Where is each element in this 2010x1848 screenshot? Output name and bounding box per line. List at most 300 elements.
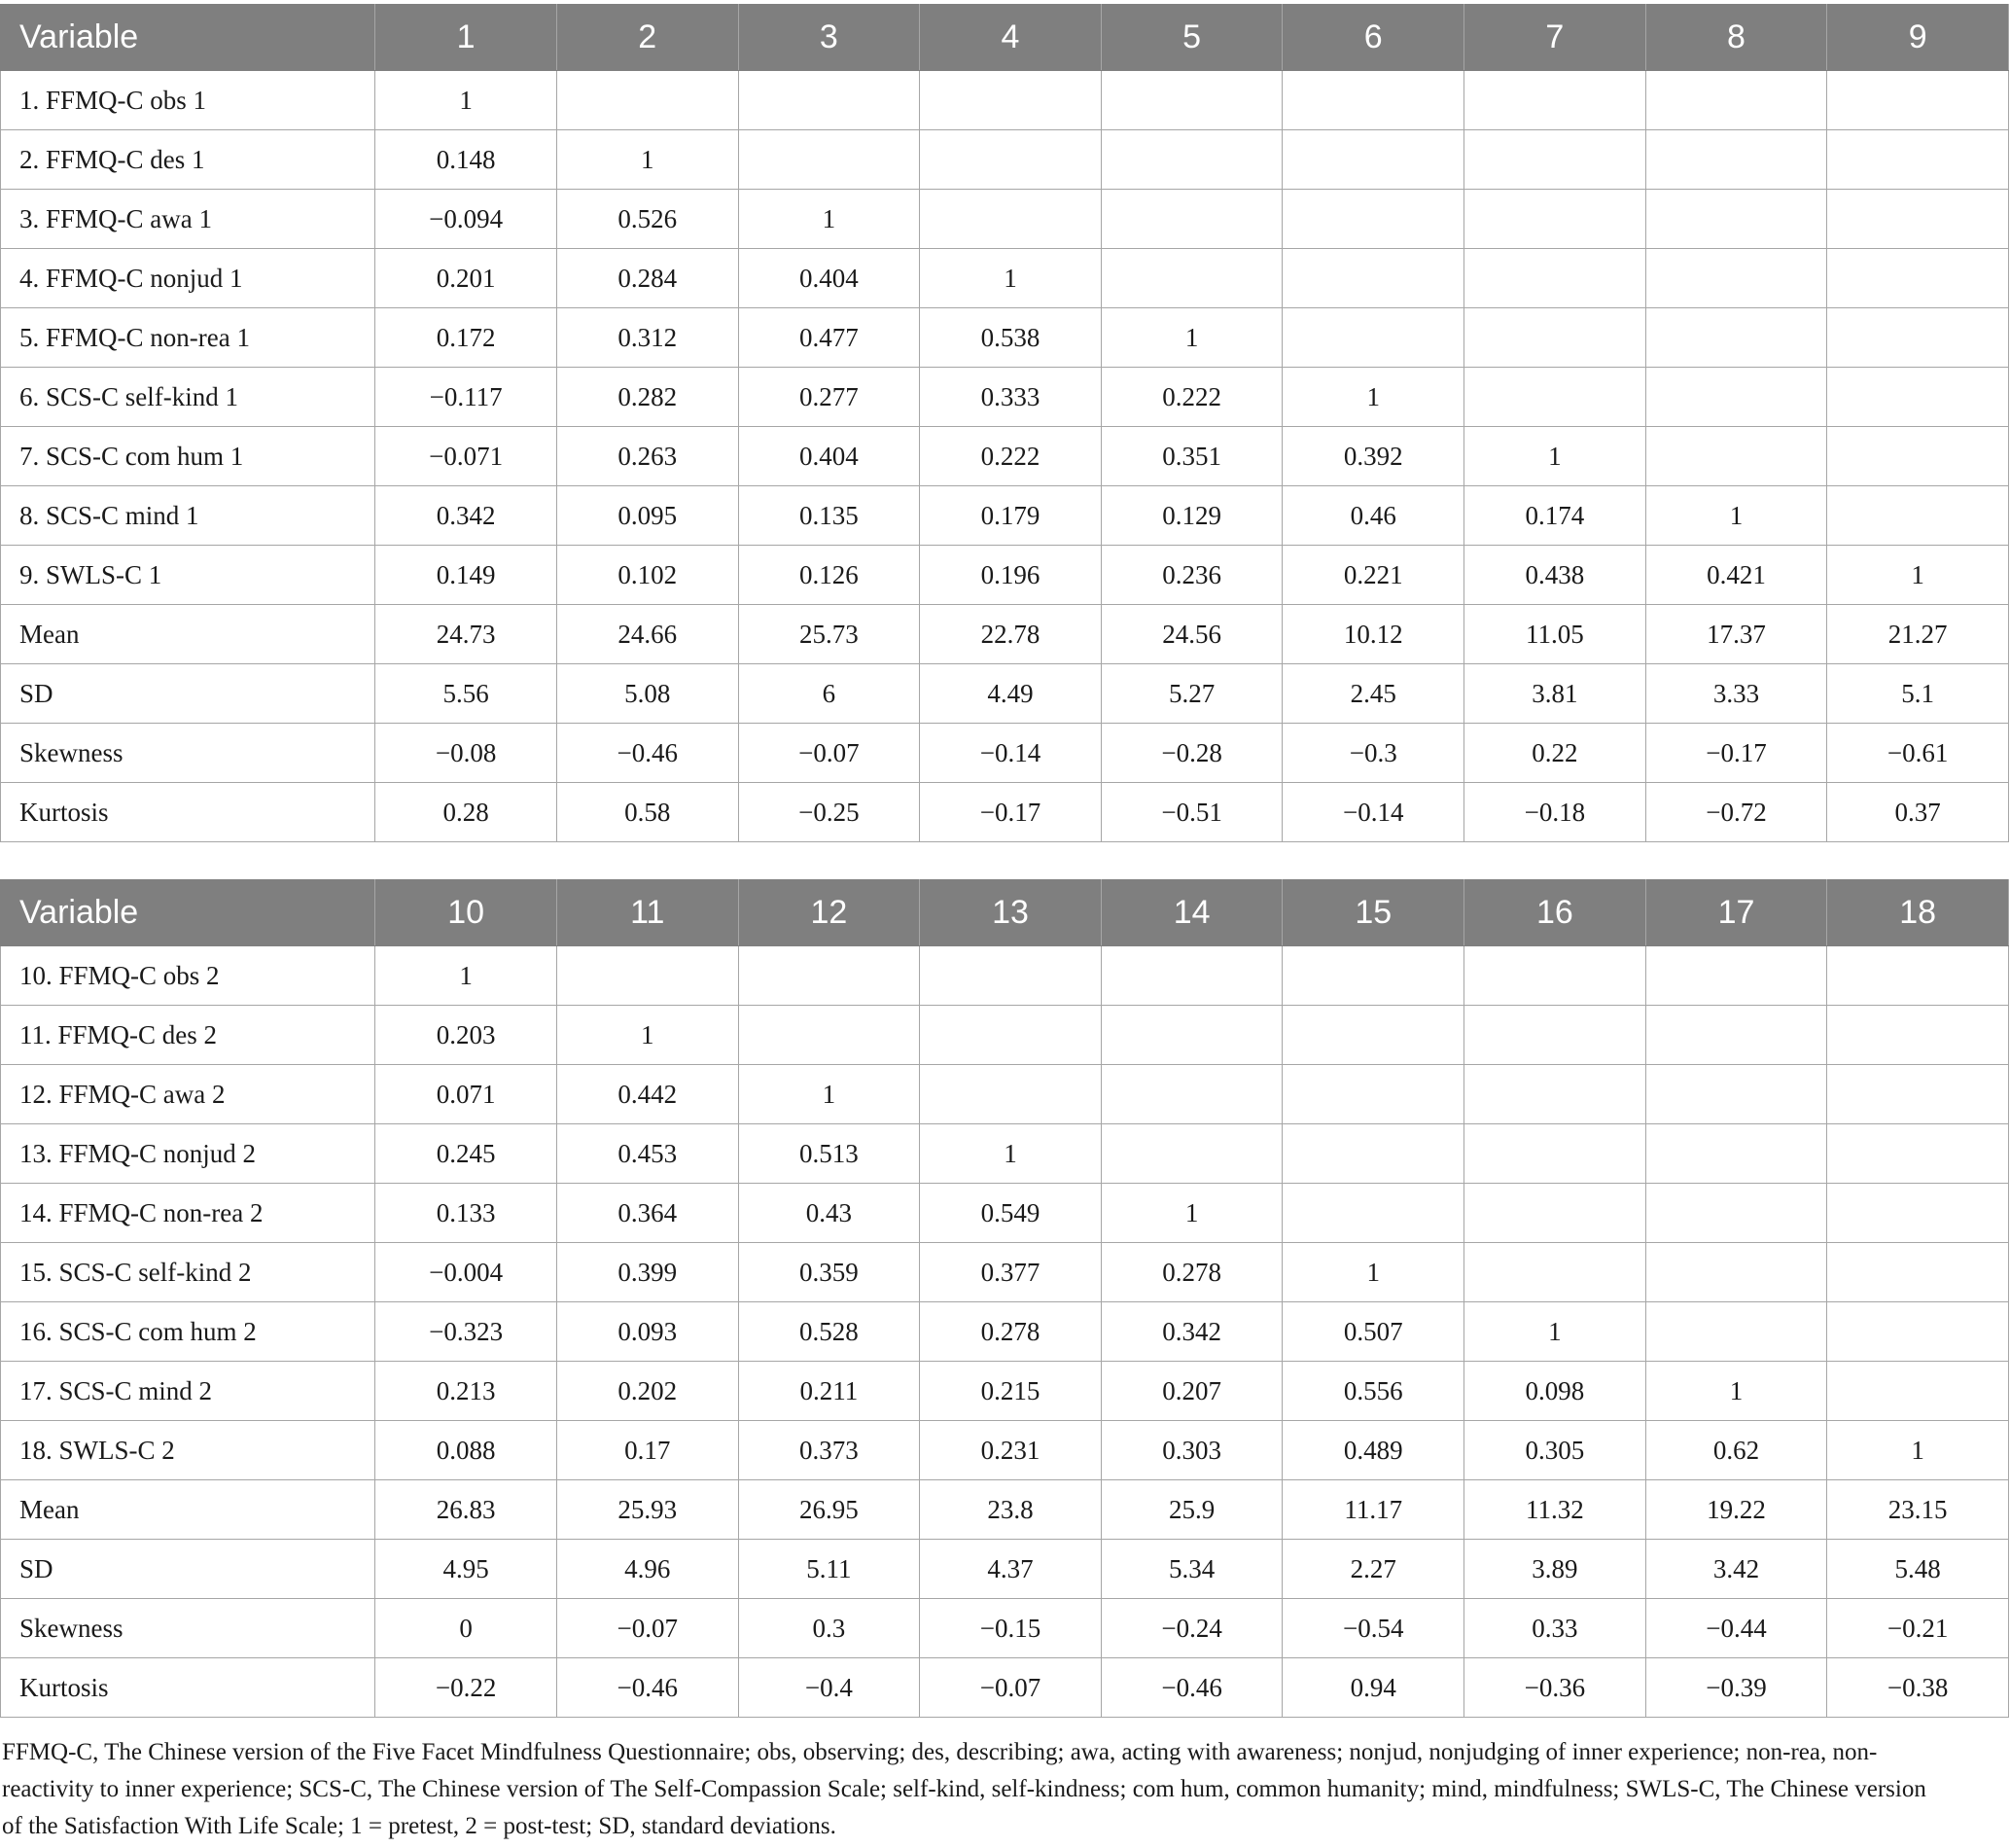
table-cell (1464, 249, 1646, 308)
table-cell (1101, 190, 1283, 249)
header-row (1, 880, 2009, 946)
table-row (1, 1599, 2009, 1658)
table-cell: 0.58 (556, 783, 738, 842)
table-cell: −0.51 (1101, 783, 1283, 842)
row-label: 18. SWLS-C 2 (1, 1421, 375, 1480)
header-cell: 12 (738, 880, 920, 946)
table-cell: 0.102 (556, 546, 738, 605)
table-cell (738, 71, 920, 130)
table-cell: 0.538 (920, 308, 1102, 368)
table-cell: 1 (1283, 368, 1464, 427)
table-cell: 0.093 (556, 1302, 738, 1362)
table-cell: 0.377 (920, 1243, 1102, 1302)
table-cell: −0.25 (738, 783, 920, 842)
table-row (1, 1184, 2009, 1243)
table-cell (1464, 368, 1646, 427)
table-cell: 5.11 (738, 1540, 920, 1599)
table-cell: 0.28 (375, 783, 557, 842)
table-cell (1101, 1006, 1283, 1065)
row-label: 11. FFMQ-C des 2 (1, 1006, 375, 1065)
header-cell: 11 (556, 880, 738, 946)
table-cell: 0.211 (738, 1362, 920, 1421)
table-cell: 1 (1827, 1421, 2009, 1480)
table-header (1, 880, 2009, 946)
header-cell: 9 (1827, 5, 2009, 71)
table-cell: 0.404 (738, 427, 920, 486)
table-cell: 5.27 (1101, 664, 1283, 724)
table-cell (1283, 1006, 1464, 1065)
table-cell: 0.442 (556, 1065, 738, 1124)
table-cell: 0.17 (556, 1421, 738, 1480)
table-row (1, 1658, 2009, 1718)
table-cell: 0.088 (375, 1421, 557, 1480)
table-cell: 0.359 (738, 1243, 920, 1302)
table-cell: 0.095 (556, 486, 738, 546)
table-cell (556, 946, 738, 1006)
table-cell: −0.72 (1645, 783, 1827, 842)
row-label: 4. FFMQ-C nonjud 1 (1, 249, 375, 308)
table-cell (1827, 1006, 2009, 1065)
table-cell: −0.46 (556, 1658, 738, 1718)
table-row (1, 190, 2009, 249)
table-cell (738, 130, 920, 190)
table-cell (1645, 1243, 1827, 1302)
table-cell: −0.14 (920, 724, 1102, 783)
header-cell: 16 (1464, 880, 1646, 946)
table-row (1, 546, 2009, 605)
table-cell: 0.213 (375, 1362, 557, 1421)
table-cell (738, 1006, 920, 1065)
table-cell: 0.263 (556, 427, 738, 486)
table-row (1, 946, 2009, 1006)
table-cell: 0.549 (920, 1184, 1102, 1243)
table-cell: 0.37 (1827, 783, 2009, 842)
table-cell: 0.489 (1283, 1421, 1464, 1480)
table-cell: 5.34 (1101, 1540, 1283, 1599)
header-cell: 6 (1283, 5, 1464, 71)
row-label: 14. FFMQ-C non-rea 2 (1, 1184, 375, 1243)
table-cell (1464, 190, 1646, 249)
table-cell: −0.17 (920, 783, 1102, 842)
table-cell: −0.15 (920, 1599, 1102, 1658)
table-cell (1645, 1065, 1827, 1124)
table-cell (1283, 1184, 1464, 1243)
table-cell (1827, 486, 2009, 546)
table-cell: 3.89 (1464, 1540, 1646, 1599)
table-cell: 4.95 (375, 1540, 557, 1599)
row-label: 17. SCS-C mind 2 (1, 1362, 375, 1421)
table-cell: 5.48 (1827, 1540, 2009, 1599)
table-cell: 23.8 (920, 1480, 1102, 1540)
table-row (1, 486, 2009, 546)
table-cell: 0.278 (1101, 1243, 1283, 1302)
table-cell (1464, 71, 1646, 130)
table-cell: 1 (1101, 308, 1283, 368)
table-cell: −0.07 (556, 1599, 738, 1658)
table-cell (920, 190, 1102, 249)
row-label: 10. FFMQ-C obs 2 (1, 946, 375, 1006)
table-cell: 3.81 (1464, 664, 1646, 724)
table-cell: 1 (556, 1006, 738, 1065)
table-cell: 0.392 (1283, 427, 1464, 486)
table-cell: 11.32 (1464, 1480, 1646, 1540)
table-cell: 23.15 (1827, 1480, 2009, 1540)
table-cell: −0.117 (375, 368, 557, 427)
table-cell: −0.24 (1101, 1599, 1283, 1658)
table-cell: 1 (375, 946, 557, 1006)
table-cell: 0.351 (1101, 427, 1283, 486)
table-cell (1645, 946, 1827, 1006)
table-cell: 0.556 (1283, 1362, 1464, 1421)
table-cell: 0.33 (1464, 1599, 1646, 1658)
row-label: Skewness (1, 724, 375, 783)
table-cell: 0.098 (1464, 1362, 1646, 1421)
table-cell (1283, 249, 1464, 308)
table-cell: 0.222 (1101, 368, 1283, 427)
table-row (1, 1243, 2009, 1302)
table-cell: 0.201 (375, 249, 557, 308)
table-cell: 4.96 (556, 1540, 738, 1599)
table-cell: 0.342 (1101, 1302, 1283, 1362)
correlation-table-pretest (0, 4, 2009, 842)
table-cell (1464, 1243, 1646, 1302)
table-row (1, 368, 2009, 427)
table-cell (920, 1006, 1102, 1065)
table-row (1, 249, 2009, 308)
table-cell: 5.1 (1827, 664, 2009, 724)
table-cell: 0.399 (556, 1243, 738, 1302)
table-cell: −0.46 (1101, 1658, 1283, 1718)
table-row (1, 1362, 2009, 1421)
table-cell: 1 (1645, 1362, 1827, 1421)
table-cell (1645, 1124, 1827, 1184)
table-cell (738, 946, 920, 1006)
table-cell: 0.303 (1101, 1421, 1283, 1480)
table-cell: 0 (375, 1599, 557, 1658)
header-cell: 1 (375, 5, 557, 71)
table-cell (1283, 946, 1464, 1006)
table-row (1, 605, 2009, 664)
table-row (1, 1124, 2009, 1184)
table-cell: 0.342 (375, 486, 557, 546)
table-cell: −0.08 (375, 724, 557, 783)
header-cell: Variable (1, 880, 375, 946)
table-cell (1827, 130, 2009, 190)
table-cell: −0.17 (1645, 724, 1827, 783)
row-label: Mean (1, 1480, 375, 1540)
header-cell: 5 (1101, 5, 1283, 71)
table-cell: 0.231 (920, 1421, 1102, 1480)
table-row (1, 1421, 2009, 1480)
table-row (1, 1540, 2009, 1599)
row-label: 7. SCS-C com hum 1 (1, 427, 375, 486)
table-cell (1101, 71, 1283, 130)
table-body (1, 71, 2009, 842)
table-cell: 0.148 (375, 130, 557, 190)
table-cell (1101, 130, 1283, 190)
table-cell (1464, 946, 1646, 1006)
header-cell: Variable (1, 5, 375, 71)
header-cell: 17 (1645, 880, 1827, 946)
table-cell (1645, 130, 1827, 190)
table-cell: 6 (738, 664, 920, 724)
table-cell (1827, 1243, 2009, 1302)
table-cell (1645, 368, 1827, 427)
table-cell: 0.277 (738, 368, 920, 427)
table-cell: −0.28 (1101, 724, 1283, 783)
table-cell: −0.07 (738, 724, 920, 783)
table-cell (1645, 190, 1827, 249)
header-cell: 3 (738, 5, 920, 71)
table-cell (1645, 427, 1827, 486)
table-cell: 1 (1827, 546, 2009, 605)
table-cell: 0.071 (375, 1065, 557, 1124)
table-cell (1827, 1124, 2009, 1184)
table-cell: −0.004 (375, 1243, 557, 1302)
header-cell: 4 (920, 5, 1102, 71)
table-cell: −0.38 (1827, 1658, 2009, 1718)
table-cell: −0.323 (375, 1302, 557, 1362)
table-cell (1283, 308, 1464, 368)
table-cell (1827, 308, 2009, 368)
table-cell: 0.94 (1283, 1658, 1464, 1718)
table-cell: 2.27 (1283, 1540, 1464, 1599)
table-cell (1827, 1065, 2009, 1124)
table-cell: −0.44 (1645, 1599, 1827, 1658)
table-cell: −0.36 (1464, 1658, 1646, 1718)
table-cell (1827, 946, 2009, 1006)
table-cell: 0.282 (556, 368, 738, 427)
header-cell: 13 (920, 880, 1102, 946)
table-cell (1645, 1302, 1827, 1362)
table-cell (920, 130, 1102, 190)
table-cell (920, 946, 1102, 1006)
table-cell: 2.45 (1283, 664, 1464, 724)
table-cell (1464, 1124, 1646, 1184)
header-cell: 7 (1464, 5, 1646, 71)
row-label: 16. SCS-C com hum 2 (1, 1302, 375, 1362)
table-cell: −0.61 (1827, 724, 2009, 783)
table-cell: −0.094 (375, 190, 557, 249)
table-cell: 0.202 (556, 1362, 738, 1421)
table-cell: 1 (375, 71, 557, 130)
header-row (1, 5, 2009, 71)
table-cell (1645, 1006, 1827, 1065)
table-row (1, 1302, 2009, 1362)
table-cell: 0.421 (1645, 546, 1827, 605)
table-cell: −0.39 (1645, 1658, 1827, 1718)
row-label: 15. SCS-C self-kind 2 (1, 1243, 375, 1302)
table-cell: 0.333 (920, 368, 1102, 427)
table-cell (1464, 130, 1646, 190)
row-label: SD (1, 1540, 375, 1599)
table-cell (1645, 1184, 1827, 1243)
table-row (1, 664, 2009, 724)
header-cell: 18 (1827, 880, 2009, 946)
table-cell: 0.43 (738, 1184, 920, 1243)
table-cell: −0.22 (375, 1658, 557, 1718)
table-cell: 19.22 (1645, 1480, 1827, 1540)
row-label: 8. SCS-C mind 1 (1, 486, 375, 546)
table-cell: 4.37 (920, 1540, 1102, 1599)
table-cell (1101, 1065, 1283, 1124)
table-cell: 0.222 (920, 427, 1102, 486)
table-cell: 0.305 (1464, 1421, 1646, 1480)
table-cell (1827, 427, 2009, 486)
table-cell: 1 (1464, 427, 1646, 486)
row-label: Mean (1, 605, 375, 664)
table-cell (1464, 1184, 1646, 1243)
table-cell (1827, 1184, 2009, 1243)
table-cell: 0.453 (556, 1124, 738, 1184)
table-cell (1827, 1302, 2009, 1362)
table-cell: 1 (738, 1065, 920, 1124)
row-label: Kurtosis (1, 1658, 375, 1718)
table-cell: 0.526 (556, 190, 738, 249)
table-row (1, 308, 2009, 368)
row-label: Skewness (1, 1599, 375, 1658)
table-cell: −0.14 (1283, 783, 1464, 842)
table-cell: 22.78 (920, 605, 1102, 664)
header-cell: 14 (1101, 880, 1283, 946)
table-cell: 0.196 (920, 546, 1102, 605)
table-cell (1827, 71, 2009, 130)
table-cell: 1 (1283, 1243, 1464, 1302)
table-cell (1283, 1124, 1464, 1184)
table-cell: 0.507 (1283, 1302, 1464, 1362)
table-cell (1101, 946, 1283, 1006)
table-cell: 11.17 (1283, 1480, 1464, 1540)
table-cell: 0.46 (1283, 486, 1464, 546)
row-label: 9. SWLS-C 1 (1, 546, 375, 605)
table-cell: 4.49 (920, 664, 1102, 724)
table-cell: 26.83 (375, 1480, 557, 1540)
table-cell: −0.54 (1283, 1599, 1464, 1658)
row-label: 6. SCS-C self-kind 1 (1, 368, 375, 427)
row-label: 1. FFMQ-C obs 1 (1, 71, 375, 130)
table-cell: 10.12 (1283, 605, 1464, 664)
table-cell: 0.364 (556, 1184, 738, 1243)
table-cell (1645, 249, 1827, 308)
table-cell: 0.135 (738, 486, 920, 546)
row-label: Kurtosis (1, 783, 375, 842)
header-cell: 15 (1283, 880, 1464, 946)
table-cell: 0.373 (738, 1421, 920, 1480)
table-cell (1283, 130, 1464, 190)
table-cell: 0.513 (738, 1124, 920, 1184)
table-cell (556, 71, 738, 130)
table-cell (1464, 308, 1646, 368)
table-cell: 25.73 (738, 605, 920, 664)
table-cell: −0.4 (738, 1658, 920, 1718)
table-cell: 0.133 (375, 1184, 557, 1243)
table-cell: 0.221 (1283, 546, 1464, 605)
table-cell (920, 71, 1102, 130)
table-row (1, 783, 2009, 842)
table-cell: 5.08 (556, 664, 738, 724)
table-cell: 0.477 (738, 308, 920, 368)
table-cell (1283, 71, 1464, 130)
table-cell: 5.56 (375, 664, 557, 724)
table-cell (1101, 1124, 1283, 1184)
table-cell: 0.215 (920, 1362, 1102, 1421)
row-label: 5. FFMQ-C non-rea 1 (1, 308, 375, 368)
header-cell: 10 (375, 880, 557, 946)
table-cell: 0.278 (920, 1302, 1102, 1362)
row-label: 2. FFMQ-C des 1 (1, 130, 375, 190)
table-cell (1645, 308, 1827, 368)
table-cell: −0.07 (920, 1658, 1102, 1718)
table-cell (920, 1065, 1102, 1124)
table-cell: 26.95 (738, 1480, 920, 1540)
table-cell: 0.312 (556, 308, 738, 368)
table-cell: 3.42 (1645, 1540, 1827, 1599)
table-cell (1827, 1362, 2009, 1421)
table-cell: −0.3 (1283, 724, 1464, 783)
table-cell: 24.56 (1101, 605, 1283, 664)
correlation-table-posttest (0, 879, 2009, 1718)
table-cell (1827, 190, 2009, 249)
table-row (1, 1480, 2009, 1540)
table-cell: 1 (1101, 1184, 1283, 1243)
row-label: SD (1, 664, 375, 724)
table-cell: 17.37 (1645, 605, 1827, 664)
table-cell: 25.9 (1101, 1480, 1283, 1540)
table-body (1, 946, 2009, 1718)
table-cell: 0.172 (375, 308, 557, 368)
table-cell: 1 (1464, 1302, 1646, 1362)
table-cell: 0.203 (375, 1006, 557, 1065)
table-row (1, 427, 2009, 486)
table-cell: 0.3 (738, 1599, 920, 1658)
table-cell: 0.129 (1101, 486, 1283, 546)
table-cell (1101, 249, 1283, 308)
table-cell (1464, 1006, 1646, 1065)
table-cell: 1 (1645, 486, 1827, 546)
row-label: 13. FFMQ-C nonjud 2 (1, 1124, 375, 1184)
table-cell: 21.27 (1827, 605, 2009, 664)
table-cell (1645, 71, 1827, 130)
table-footnote: FFMQ-C, The Chinese version of the Five Facet Mindfulness Questionnaire; obs, observing; des, describing; awa, acting with awareness; nonjud, nonjudging of inner experience; non-rea, non-reactivity to inner experience; SCS-C, The Chinese version of The Self-Compassion Scale; self-kind, self-kindness; com hum, common humanity; mind, mindfulness; SWLS-C, The Chinese version of the Satisfaction With Life Scale; 1 = pretest, 2 = post-test; SD, standard deviations. (2, 1739, 1926, 1839)
row-label: 12. FFMQ-C awa 2 (1, 1065, 375, 1124)
table-cell: 0.528 (738, 1302, 920, 1362)
table-cell: 11.05 (1464, 605, 1646, 664)
table-cell: −0.21 (1827, 1599, 2009, 1658)
table-cell: −0.18 (1464, 783, 1646, 842)
table-cell: 0.149 (375, 546, 557, 605)
table-cell (1283, 190, 1464, 249)
table-header (1, 5, 2009, 71)
table-cell (1827, 368, 2009, 427)
table-cell: 0.404 (738, 249, 920, 308)
table-cell: 1 (738, 190, 920, 249)
table-cell: 0.62 (1645, 1421, 1827, 1480)
table-row (1, 71, 2009, 130)
table-cell: 25.93 (556, 1480, 738, 1540)
table-cell: 0.207 (1101, 1362, 1283, 1421)
row-label: 3. FFMQ-C awa 1 (1, 190, 375, 249)
table-cell: −0.46 (556, 724, 738, 783)
table-row (1, 724, 2009, 783)
header-cell: 2 (556, 5, 738, 71)
table-cell (1464, 1065, 1646, 1124)
table-row (1, 1065, 2009, 1124)
table-cell: 0.438 (1464, 546, 1646, 605)
table-cell (1283, 1065, 1464, 1124)
table-cell (1827, 249, 2009, 308)
table-cell: 0.245 (375, 1124, 557, 1184)
table-cell: −0.071 (375, 427, 557, 486)
